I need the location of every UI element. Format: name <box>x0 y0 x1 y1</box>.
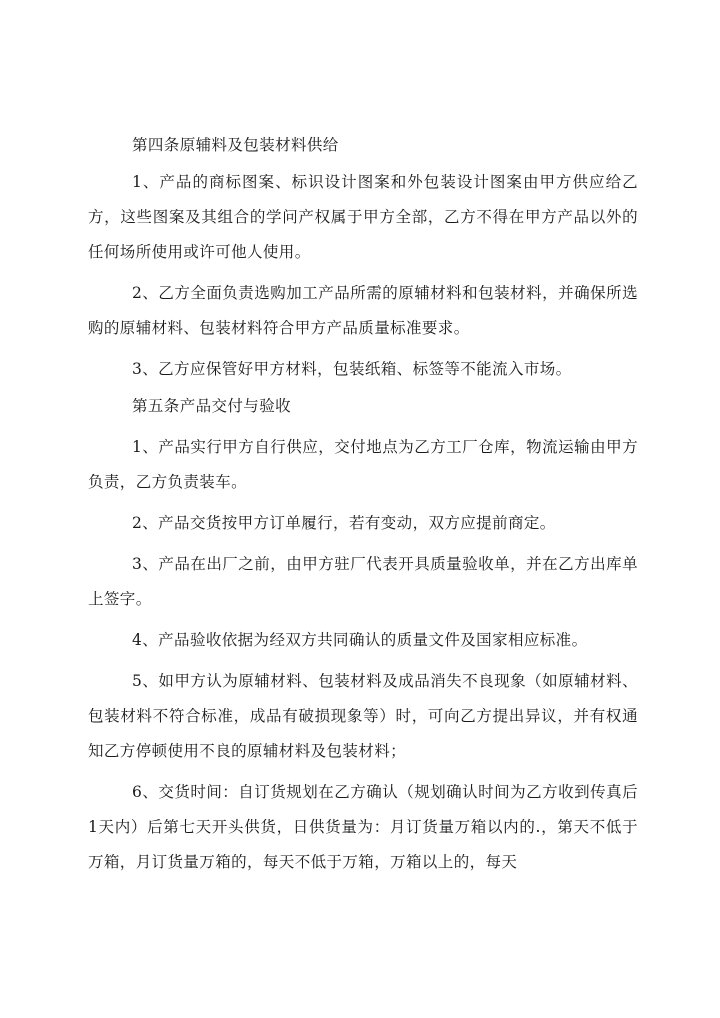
paragraph: 2、乙方全面负责选购加工产品所需的原辅材料和包装材料，并确保所选购的原辅材料、包装材料符合甲方产品质量标准要求。 <box>88 284 638 337</box>
section-heading-5: 第五条产品交付与验收 <box>132 397 292 415</box>
section-heading-4: 第四条原辅料及包装材料供给 <box>132 136 339 154</box>
paragraph: 6、交货时间：自订货规划在乙方确认（规划确认时间为乙方收到传真后1天内）后第七天开头供货，日供货量为：月订货量万箱以内的.，第天不低于万箱，月订货量万箱的，每天不低于万箱，万箱以上的，每天 <box>88 783 638 871</box>
paragraph: 3、乙方应保管好甲方材料，包装纸箱、标签等不能流入市场。 <box>132 360 572 378</box>
document-body <box>88 128 638 880</box>
paragraph: 1、产品的商标图案、标识设计图案和外包装设计图案由甲方供应给乙方，这些图案及其组合的学问产权属于甲方全部，乙方不得在甲方产品以外的任何场所使用或许可他人使用。 <box>88 173 638 261</box>
paragraph: 4、产品验收依据为经双方共同确认的质量文件及国家相应标准。 <box>132 631 588 649</box>
paragraph: 3、产品在出厂之前，由甲方驻厂代表开具质量验收单，并在乙方出库单上签字。 <box>88 555 638 608</box>
paragraph: 1、产品实行甲方自行供应，交付地点为乙方工厂仓库，物流运输由甲方负责，乙方负责装车。 <box>88 438 638 491</box>
paragraph: 5、如甲方认为原辅材料、包装材料及成品消失不良现象（如原辅材料、包装材料不符合标准，成品有破损现象等）时，可向乙方提出异议，并有权通知乙方停顿使用不良的原辅材料及包装材料； <box>88 672 638 760</box>
paragraph: 2、产品交货按甲方订单履行，若有变动，双方应提前商定。 <box>132 514 556 532</box>
